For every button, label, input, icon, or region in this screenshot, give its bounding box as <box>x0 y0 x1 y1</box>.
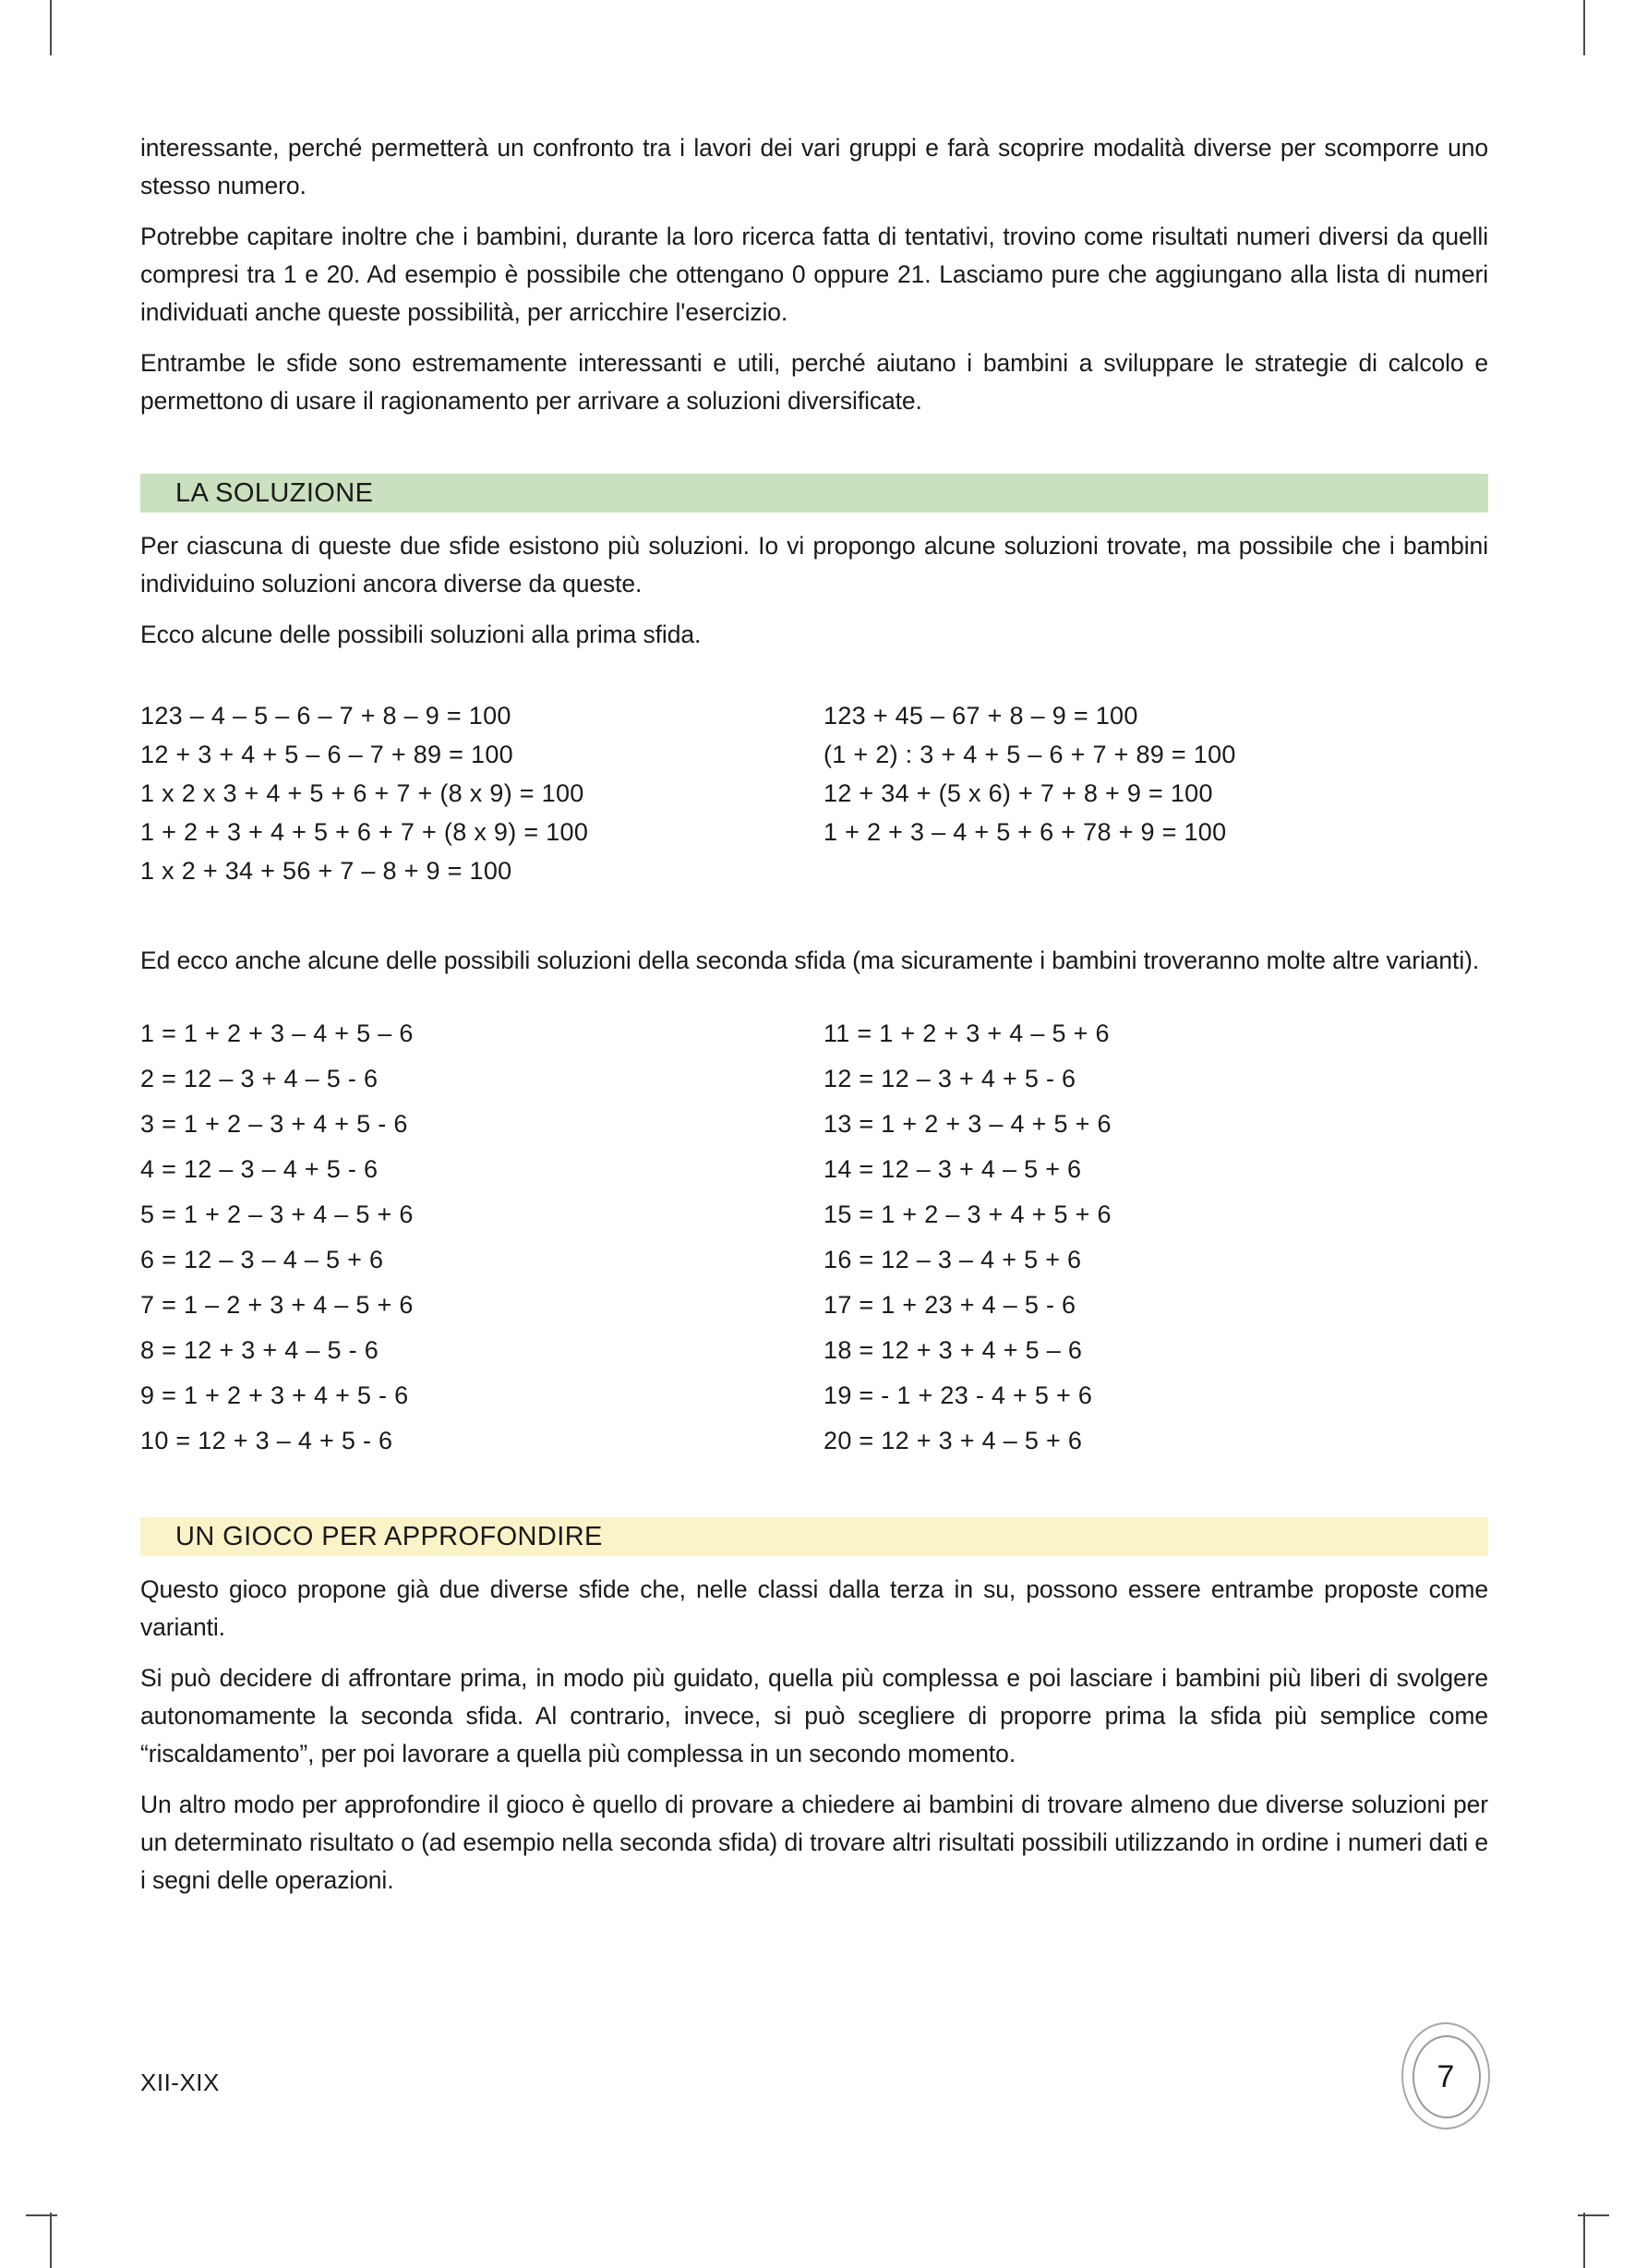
equation-line: 1 x 2 + 34 + 56 + 7 – 8 + 9 = 100 <box>140 857 512 885</box>
equation-line: 10 = 12 + 3 – 4 + 5 - 6 <box>140 1427 393 1454</box>
equation-line: 15 = 1 + 2 – 3 + 4 + 5 + 6 <box>824 1200 1112 1228</box>
paragraph-gioco-2: Si può decidere di affrontare prima, in modo più guidato, quella più complessa e poi lasciare i bambini più liberi di svolgere autonomamente la seconda sfida. Al contrario, invece, si può scegliere di proporre prima la sfida più semplice come “riscaldamento”, per poi lavorare a quella più complessa in un secondo momento. <box>140 1664 1488 1767</box>
page-footer <box>140 2030 1497 2131</box>
crop-mark-bottom-right <box>1583 2213 1585 2268</box>
section-header-un-gioco-per-approfondire <box>140 1517 1488 1556</box>
equation-line: 1 + 2 + 3 – 4 + 5 + 6 + 78 + 9 = 100 <box>824 818 1227 846</box>
paragraph-intro-3: Entrambe le sfide sono estremamente interessanti e utili, perché aiutano i bambini a sviluppare le strategie di calcolo e permettono di usare il ragionamento per arrivare a soluzioni diversificate. <box>140 349 1488 415</box>
section-title-un-gioco-per-approfondire: UN GIOCO PER APPROFONDIRE <box>175 1521 603 1551</box>
equations-second-right-column <box>824 1011 1488 1464</box>
paragraph-intro-2: Potrebbe capitare inoltre che i bambini, durante la loro ricerca fatta di tentativi, trovino come risultati numeri diversi da quelli compresi tra 1 e 20. Ad esempio è possibile che ottengano 0 oppure 21. Lasciamo pure che aggiungano alla lista di numeri individuati anche queste possibilità, per arricchire l'esercizio. <box>140 223 1488 326</box>
equation-line: 123 + 45 – 67 + 8 – 9 = 100 <box>824 702 1138 730</box>
equation-line: 13 = 1 + 2 + 3 – 4 + 5 + 6 <box>824 1110 1112 1138</box>
equation-line: 14 = 12 – 3 + 4 – 5 + 6 <box>824 1155 1082 1183</box>
equation-line: 2 = 12 – 3 + 4 – 5 - 6 <box>140 1065 379 1092</box>
equation-line: 1 + 2 + 3 + 4 + 5 + 6 + 7 + (8 x 9) = 100 <box>140 818 589 846</box>
equation-line: 6 = 12 – 3 – 4 – 5 + 6 <box>140 1246 384 1273</box>
equation-line: 1 x 2 x 3 + 4 + 5 + 6 + 7 + (8 x 9) = 100 <box>140 779 584 807</box>
equation-line: 12 + 3 + 4 + 5 – 6 – 7 + 89 = 100 <box>140 741 513 768</box>
paragraph-seconda-sfida-intro: Ed ecco anche alcune delle possibili soluzioni della seconda sfida (ma sicuramente i bambini troveranno molte altre varianti). <box>140 947 1480 974</box>
page-number-badge <box>1398 2022 1497 2131</box>
equation-line: 12 = 12 – 3 + 4 + 5 - 6 <box>824 1065 1076 1092</box>
equation-line: 9 = 1 + 2 + 3 + 4 + 5 - 6 <box>140 1381 409 1409</box>
equation-line: 18 = 12 + 3 + 4 + 5 – 6 <box>824 1336 1083 1364</box>
equation-line: 12 + 34 + (5 x 6) + 7 + 8 + 9 = 100 <box>824 779 1213 807</box>
crop-mark-bottom-left-horizontal <box>26 2214 57 2216</box>
page-number: 7 <box>1437 2058 1455 2094</box>
intro-paragraphs <box>140 129 1488 420</box>
equations-first-challenge <box>140 696 1488 890</box>
spacer <box>140 890 1488 942</box>
equation-line: 7 = 1 – 2 + 3 + 4 – 5 + 6 <box>140 1291 414 1319</box>
page-content <box>140 129 1488 1900</box>
equation-line: 11 = 1 + 2 + 3 + 4 – 5 + 6 <box>824 1019 1110 1047</box>
equation-line: 4 = 12 – 3 – 4 + 5 - 6 <box>140 1155 379 1183</box>
equation-line: 17 = 1 + 23 + 4 – 5 - 6 <box>824 1291 1076 1319</box>
crop-mark-bottom-left <box>50 2213 52 2268</box>
paragraph-intro-1: interessante, perché permetterà un confronto tra i lavori dei vari gruppi e farà scoprire modalità diverse per scomporre uno stesso numero. <box>140 134 1488 199</box>
equations-first-left-column <box>140 696 824 890</box>
equation-line: 20 = 12 + 3 + 4 – 5 + 6 <box>824 1427 1083 1454</box>
equation-line: 19 = - 1 + 23 - 4 + 5 + 6 <box>824 1381 1093 1409</box>
equation-line: (1 + 2) : 3 + 4 + 5 – 6 + 7 + 89 = 100 <box>824 741 1236 768</box>
equation-line: 3 = 1 + 2 – 3 + 4 + 5 - 6 <box>140 1110 408 1138</box>
paragraph-gioco-3: Un altro modo per approfondire il gioco è quello di provare a chiedere ai bambini di trovare almeno due diverse soluzioni per un determinato risultato o (ad esempio nella seconda sfida) di trovare altri risultati possibili utilizzando in ordine i numeri dati e i segni delle operazioni. <box>140 1791 1488 1894</box>
crop-mark-bottom-right-horizontal <box>1578 2214 1609 2216</box>
section-header-la-soluzione <box>140 474 1488 513</box>
paragraph-soluzione-2: Ecco alcune delle possibili soluzioni alla prima sfida. <box>140 621 702 648</box>
section-title-la-soluzione: LA SOLUZIONE <box>175 477 374 508</box>
equations-first-right-column <box>824 696 1488 890</box>
paragraph-soluzione-1: Per ciascuna di queste due sfide esistono più soluzioni. Io vi propongo alcune soluzioni trovate, ma possibile che i bambini individuino soluzioni ancora diverse da queste. <box>140 532 1488 597</box>
equation-line: 8 = 12 + 3 + 4 – 5 - 6 <box>140 1336 379 1364</box>
crop-mark-top-left <box>50 0 52 55</box>
equation-line: 16 = 12 – 3 – 4 + 5 + 6 <box>824 1246 1082 1273</box>
equations-second-left-column <box>140 1011 824 1464</box>
footer-section-label: XII-XIX <box>140 2069 220 2096</box>
equation-line: 5 = 1 + 2 – 3 + 4 – 5 + 6 <box>140 1200 414 1228</box>
equation-line: 123 – 4 – 5 – 6 – 7 + 8 – 9 = 100 <box>140 702 511 730</box>
crop-mark-top-right <box>1583 0 1585 55</box>
paragraph-gioco-1: Questo gioco propone già due diverse sfide che, nelle classi dalla terza in su, possono essere entrambe proposte come varianti. <box>140 1575 1488 1641</box>
equations-second-challenge <box>140 1011 1488 1464</box>
equation-line: 1 = 1 + 2 + 3 – 4 + 5 – 6 <box>140 1019 414 1047</box>
